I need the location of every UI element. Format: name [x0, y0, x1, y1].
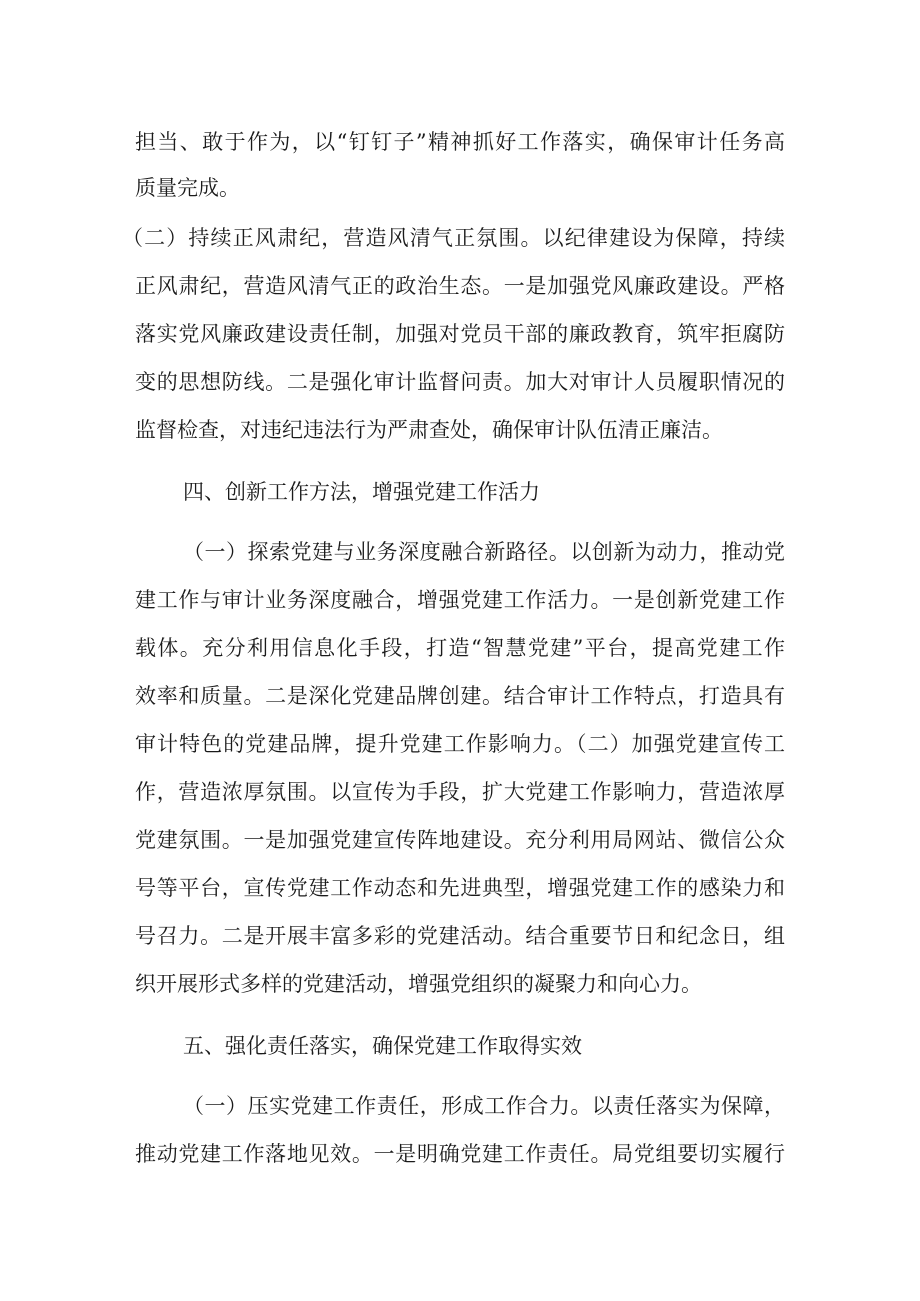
paragraph-line: （二）持续正风肃纪，营造风清气正氛围。以纪律建设为保障，持续: [122, 226, 785, 250]
section-heading: 五、强化责任落实，确保党建工作取得实效: [183, 1034, 582, 1058]
paragraph-line: 作，营造浓厚氛围。以宣传为手段，扩大党建工作影响力，营造浓厚: [135, 780, 785, 804]
paragraph-line: （一）压实党建工作责任，形成工作合力。以责任落实为保障，: [183, 1094, 785, 1118]
paragraph-line: 号等平台，宣传党建工作动态和先进典型，增强党建工作的感染力和: [135, 876, 785, 900]
paragraph-line: （一）探索党建与业务深度融合新路径。以创新为动力，推动党: [183, 540, 785, 564]
paragraph-line: 织开展形式多样的党建活动，增强党组织的凝聚力和向心力。: [135, 972, 702, 996]
paragraph-line: 建工作与审计业务深度融合，增强党建工作活力。一是创新党建工作: [135, 588, 785, 612]
paragraph-line: 效率和质量。二是深化党建品牌创建。结合审计工作特点，打造具有: [135, 684, 785, 708]
paragraph-line: 载体。充分利用信息化手段，打造“智慧党建”平台，提高党建工作: [135, 636, 785, 660]
section-heading: 四、创新工作方法，增强党建工作活力: [183, 480, 540, 504]
paragraph-line: 正风肃纪，营造风清气正的政治生态。一是加强党风廉政建设。严格: [135, 274, 785, 298]
paragraph-line: 担当、敢于作为，以“钉钉子”精神抓好工作落实，确保审计任务高: [135, 130, 785, 154]
paragraph-line: 质量完成。: [135, 176, 240, 200]
paragraph-line: 推动党建工作落地见效。一是明确党建工作责任。局党组要切实履行: [135, 1142, 785, 1166]
paragraph-line: 审计特色的党建品牌，提升党建工作影响力。（二）加强党建宣传工: [135, 732, 785, 756]
paragraph-line: 党建氛围。一是加强党建宣传阵地建设。充分利用局网站、微信公众: [135, 828, 785, 852]
paragraph-line: 监督检查，对违纪违法行为严肃查处，确保审计队伍清正廉洁。: [135, 418, 723, 442]
paragraph-line: 变的思想防线。二是强化审计监督问责。加大对审计人员履职情况的: [135, 370, 785, 394]
paragraph-line: 号召力。二是开展丰富多彩的党建活动。结合重要节日和纪念日，组: [135, 924, 785, 948]
paragraph-line: 落实党风廉政建设责任制，加强对党员干部的廉政教育，筑牢拒腐防: [135, 322, 785, 346]
